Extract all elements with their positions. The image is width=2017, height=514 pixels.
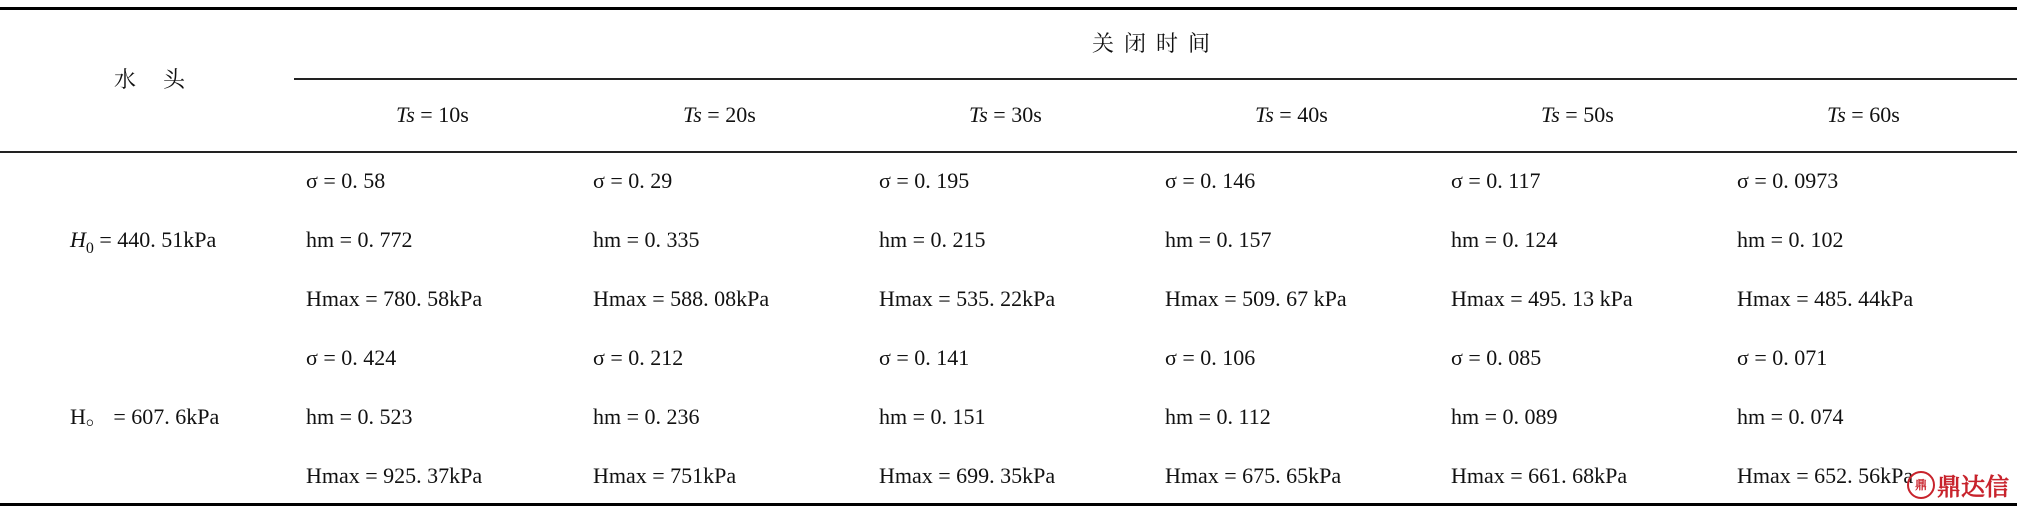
table-cell-hm: hm = 0. 089 (1451, 404, 1558, 429)
group-header-rule (294, 78, 2017, 80)
column-header-ts-4 (1255, 102, 1328, 128)
column-header-value: = 40s (1273, 102, 1328, 127)
table-cell-sigma: σ = 0. 29 (593, 168, 673, 193)
table-cell-hmax: Hmax = 652. 56kPa (1737, 463, 1914, 488)
column-header-value: = 10s (414, 102, 469, 127)
table-cell-sigma: σ = 0. 424 (306, 345, 397, 370)
row-header-head-1 (70, 227, 216, 262)
column-header-var: Ts (1827, 102, 1846, 127)
column-header-ts-3 (969, 102, 1042, 128)
column-header-var: Ts (396, 102, 415, 127)
column-header-value: = 50s (1559, 102, 1614, 127)
row-header-label: 水 头 (114, 68, 195, 93)
table-cell-hm: hm = 0. 335 (593, 227, 700, 252)
table-cell-hm: hm = 0. 074 (1737, 404, 1844, 429)
column-header-value: = 20s (701, 102, 756, 127)
table-cell-sigma: σ = 0. 58 (306, 168, 386, 193)
table-cell-sigma: σ = 0. 195 (879, 168, 970, 193)
column-header-value: = 30s (987, 102, 1042, 127)
group-header-label: 关闭时间 (1092, 32, 1221, 57)
table-cell-hmax: Hmax = 699. 35kPa (879, 463, 1056, 488)
column-header-var: Ts (683, 102, 702, 127)
column-header-var: Ts (1541, 102, 1560, 127)
watermark-text: 鼎达信 (1937, 473, 2009, 501)
table-cell-hmax: Hmax = 780. 58kPa (306, 286, 483, 311)
column-header-value: = 60s (1845, 102, 1900, 127)
column-header-var: Ts (1255, 102, 1274, 127)
table-cell-hmax: Hmax = 588. 08kPa (593, 286, 770, 311)
column-header-ts-5 (1541, 102, 1614, 128)
watermark-logo-icon: 鼎 (1907, 471, 1935, 499)
table-cell-sigma: σ = 0. 0973 (1737, 168, 1839, 193)
row-header-subscript: 0 (85, 240, 94, 257)
table-cell-sigma: σ = 0. 146 (1165, 168, 1256, 193)
table-cell-hm: hm = 0. 124 (1451, 227, 1558, 252)
table-cell-sigma: σ = 0. 071 (1737, 345, 1828, 370)
row-header-head-2: H。 = 607. 6kPa (70, 404, 220, 429)
table-cell-sigma: σ = 0. 106 (1165, 345, 1256, 370)
table-cell-hmax: Hmax = 485. 44kPa (1737, 286, 1914, 311)
table-cell-hmax: Hmax = 675. 65kPa (1165, 463, 1342, 488)
table-cell-hm: hm = 0. 102 (1737, 227, 1844, 252)
table-cell-hmax: Hmax = 925. 37kPa (306, 463, 483, 488)
table-cell-sigma: σ = 0. 085 (1451, 345, 1542, 370)
table-bottom-rule (0, 503, 2017, 506)
table-cell-hmax: Hmax = 509. 67 kPa (1165, 286, 1347, 311)
table-cell-hm: hm = 0. 523 (306, 404, 413, 429)
table-cell-hm: hm = 0. 215 (879, 227, 986, 252)
row-header-var: H (70, 227, 86, 252)
column-header-ts-6 (1827, 102, 1900, 128)
table-header-rule (0, 151, 2017, 153)
table-cell-hm: hm = 0. 236 (593, 404, 700, 429)
column-header-var: Ts (969, 102, 988, 127)
table-cell-sigma: σ = 0. 141 (879, 345, 970, 370)
table-cell-hmax: Hmax = 661. 68kPa (1451, 463, 1628, 488)
watermark (1907, 467, 2009, 502)
table-cell-hmax: Hmax = 535. 22kPa (879, 286, 1056, 311)
table-cell-hm: hm = 0. 772 (306, 227, 413, 252)
table-cell-hm: hm = 0. 151 (879, 404, 986, 429)
row-header-value: = 440. 51kPa (93, 227, 217, 252)
table-cell-sigma: σ = 0. 117 (1451, 168, 1541, 193)
table-cell-hmax: Hmax = 495. 13 kPa (1451, 286, 1633, 311)
column-header-ts-2 (683, 102, 756, 128)
table-cell-hm: hm = 0. 112 (1165, 404, 1271, 429)
table-top-rule (0, 7, 2017, 10)
table-cell-sigma: σ = 0. 212 (593, 345, 684, 370)
column-header-ts-1 (396, 102, 469, 128)
table-cell-hmax: Hmax = 751kPa (593, 463, 737, 488)
table-cell-hm: hm = 0. 157 (1165, 227, 1272, 252)
